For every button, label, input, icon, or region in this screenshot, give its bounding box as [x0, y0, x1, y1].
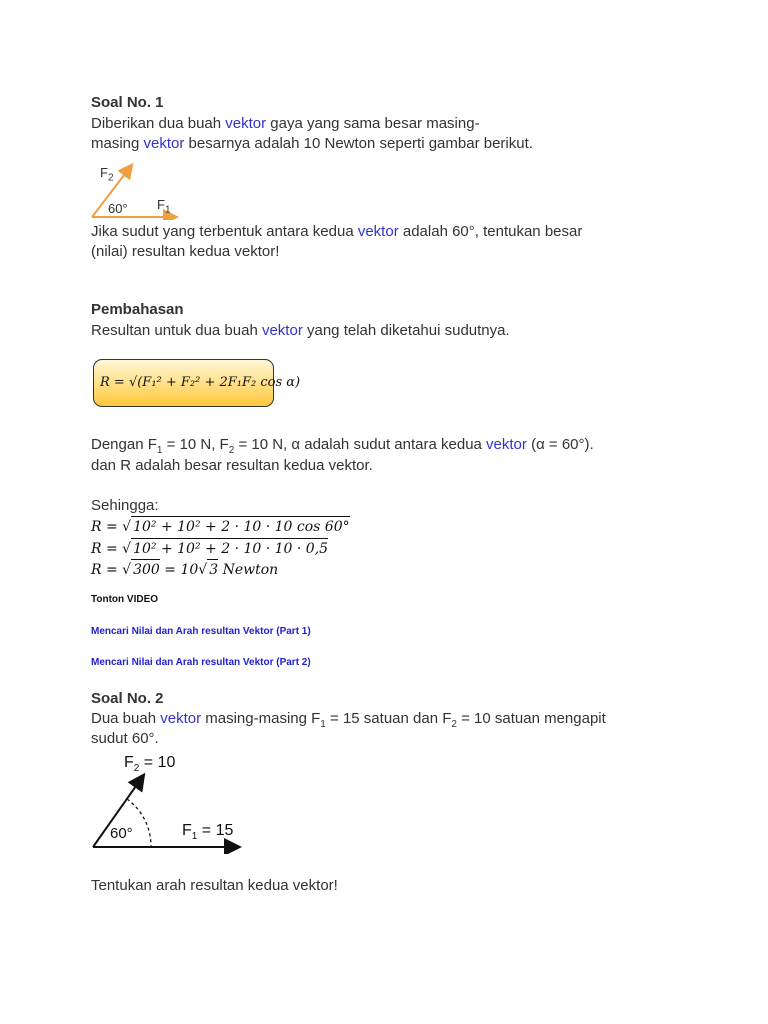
vektor-link[interactable]: vektor — [225, 115, 267, 132]
vektor-link[interactable]: vektor — [160, 710, 202, 727]
q1-line2-text-b: besarnya adalah 10 Newton seperti gambar berikut. — [184, 135, 533, 152]
calc-lhs: R = — [91, 562, 123, 578]
solution-intro — [91, 321, 510, 341]
q1-line3 — [91, 222, 582, 242]
q1-line1-text: Diberikan dua buah — [91, 115, 226, 132]
vektor-link[interactable]: vektor — [486, 436, 527, 453]
vektor-link[interactable]: vektor — [143, 135, 185, 152]
q1-f1-label — [157, 195, 171, 221]
solution-heading: Pembahasan — [91, 301, 184, 318]
f2-symbol: F — [100, 165, 108, 180]
given-sub-2: 2 — [228, 445, 235, 456]
resultant-formula: R = √(F₁² + F₂² + 2F₁F₂ cos α) — [100, 375, 301, 390]
so-label: Sehingga: — [91, 497, 159, 514]
q2-line2: sudut 60°. — [91, 730, 159, 747]
q1-line1-text-b: gaya yang sama besar masing- — [266, 115, 480, 132]
q2-line1-text-b: masing-masing F — [201, 710, 321, 727]
calc-radicand: 10² + 10² + 2 · 10 · 10 cos 60° — [131, 516, 350, 537]
resultant-formula-box — [93, 359, 301, 407]
calc-line-3: R = √ 300 = 10√ 3 Newton — [91, 559, 278, 580]
vektor-link[interactable]: vektor — [261, 322, 303, 339]
q1-heading: Soal No. 1 — [91, 94, 164, 111]
f2-subscript: 2 — [133, 763, 140, 775]
q2-angle-label: 60° — [110, 825, 133, 842]
f1-subscript: 1 — [164, 204, 171, 216]
q2-sub-2: 2 — [451, 719, 457, 730]
q1-line2-text: masing — [91, 135, 144, 152]
solution-intro-text-b: yang telah diketahui sudutnya. — [302, 322, 510, 339]
calc-radicand: 10² + 10² + 2 · 10 · 10 · 0,5 — [131, 538, 328, 559]
q1-line3-text-b: adalah 60°, tentukan besar — [398, 223, 583, 240]
q2-sub-1: 1 — [320, 719, 326, 730]
q2-line1 — [91, 709, 606, 735]
video-link-part1[interactable]: Mencari Nilai dan Arah resultan Vektor (Part 1) — [91, 626, 311, 637]
given-text-c: = 10 N, α adalah sudut antara kedua — [234, 436, 487, 453]
calc-line-1: R = √ 10² + 10² + 2 · 10 · 10 cos 60° — [91, 516, 350, 537]
video-label: Tonton VIDEO — [91, 594, 159, 605]
calc-line-2: R = √ 10² + 10² + 2 · 10 · 10 · 0,5 — [91, 538, 328, 559]
solution-intro-text: Resultan untuk dua buah — [91, 322, 262, 339]
calc-mid: = 10 — [159, 562, 199, 578]
given-text-d: (α = 60°). — [526, 436, 594, 453]
calc-lhs: R = — [91, 519, 123, 535]
calc-unit: Newton — [218, 562, 279, 578]
given-text-a: Dengan F — [91, 436, 157, 453]
q2-line1-text-c: = 15 satuan dan F — [325, 710, 452, 727]
q1-line3-text: Jika sudut yang terbentuk antara kedua — [91, 223, 358, 240]
q1-line4: (nilai) resultan kedua vektor! — [91, 243, 280, 260]
q1-line1 — [91, 114, 480, 134]
f1-symbol: F — [182, 822, 192, 839]
q1-f2-label — [100, 163, 114, 189]
q2-line1-text: Dua buah — [91, 710, 161, 727]
f1-value: = 15 — [197, 822, 234, 839]
given-line2: dan R adalah besar resultan kedua vektor. — [91, 457, 373, 474]
q1-line2 — [91, 134, 533, 154]
calc-lhs: R = — [91, 541, 123, 557]
q1-angle-label: 60° — [108, 201, 128, 216]
q2-f1-label — [182, 821, 233, 847]
video-link-part2[interactable]: Mencari Nilai dan Arah resultan Vektor (Part 2) — [91, 657, 311, 668]
f2-value: = 10 — [139, 754, 176, 771]
calc-radicand: 300 — [131, 559, 160, 580]
calc-radicand-2: 3 — [207, 559, 218, 580]
f2-subscript: 2 — [107, 172, 114, 184]
given-text-b: = 10 N, F — [162, 436, 229, 453]
q2-heading: Soal No. 2 — [91, 690, 164, 707]
q2-f2-label — [124, 753, 175, 779]
f1-subscript: 1 — [191, 831, 198, 843]
vektor-link[interactable]: vektor — [357, 223, 399, 240]
f2-symbol: F — [124, 754, 134, 771]
f1-symbol: F — [157, 197, 165, 212]
q2-line1-text-d: = 10 satuan mengapit — [456, 710, 606, 727]
given-sub-1: 1 — [156, 445, 163, 456]
q2-line3: Tentukan arah resultan kedua vektor! — [91, 877, 338, 894]
